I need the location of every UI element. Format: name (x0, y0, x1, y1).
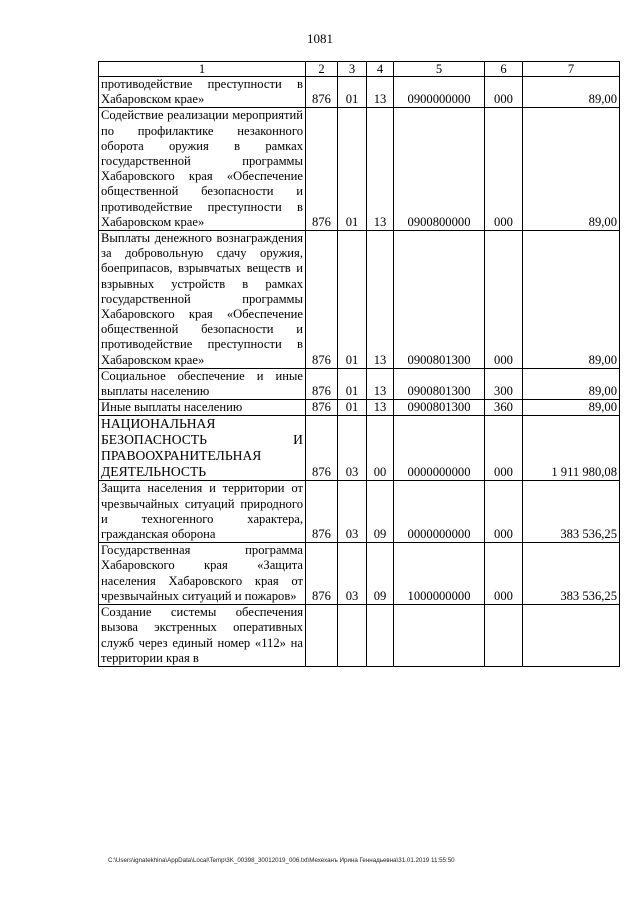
column-header: 6 (485, 62, 523, 77)
table-row (99, 543, 620, 605)
cell-admin-code (306, 605, 338, 667)
budget-table (98, 61, 620, 667)
cell-target-article: 0900801300 (394, 231, 485, 369)
cell-expense-type: 000 (485, 77, 523, 108)
cell-subsection: 13 (367, 231, 394, 369)
cell-subsection: 13 (367, 400, 394, 416)
cell-subsection: 13 (367, 368, 394, 399)
table-row (99, 108, 620, 231)
column-header: 2 (306, 62, 338, 77)
cell-target-article: 0900801300 (394, 400, 485, 416)
page-number: 1081 (307, 31, 333, 46)
cell-target-article: 1000000000 (394, 543, 485, 605)
cell-expense-type (485, 605, 523, 667)
cell-subsection (367, 605, 394, 667)
row-name: Защита населения и территории от чрезвычайных ситуаций природного и техногенного характера, гражданская оборона (99, 481, 306, 543)
cell-admin-code: 876 (306, 416, 338, 481)
table-header-row (99, 62, 620, 77)
cell-target-article: 0900800000 (394, 108, 485, 231)
cell-subsection: 09 (367, 481, 394, 543)
cell-target-article: 0000000000 (394, 416, 485, 481)
table-row (99, 605, 620, 667)
cell-admin-code: 876 (306, 231, 338, 369)
cell-expense-type: 000 (485, 416, 523, 481)
cell-expense-type: 000 (485, 481, 523, 543)
cell-expense-type: 360 (485, 400, 523, 416)
cell-section: 01 (338, 400, 367, 416)
cell-section (338, 605, 367, 667)
cell-section: 01 (338, 231, 367, 369)
column-header: 3 (338, 62, 367, 77)
cell-admin-code: 876 (306, 108, 338, 231)
column-header: 4 (367, 62, 394, 77)
row-name: Государственная программа Хабаровского края «Защита населения Хабаровского края от чрезвычайных ситуаций и пожаров» (99, 543, 306, 605)
cell-amount: 89,00 (523, 231, 620, 369)
row-name: Социальное обеспечение и иные выплаты населению (99, 368, 306, 399)
cell-target-article: 0900801300 (394, 368, 485, 399)
cell-admin-code: 876 (306, 481, 338, 543)
row-name: Иные выплаты населению (99, 400, 306, 416)
row-name: Выплаты денежного вознаграждения за добровольную сдачу оружия, боеприпасов, взрывчатых веществ и взрывных устройств в рамках государственной программы Хабаровского края «Обеспечение общественной безопасности и противодействие преступности в Хабаровском крае» (99, 231, 306, 369)
column-header: 5 (394, 62, 485, 77)
table-row (99, 400, 620, 416)
cell-amount: 89,00 (523, 108, 620, 231)
row-name: противодействие преступности в Хабаровском крае» (99, 77, 306, 108)
cell-section: 03 (338, 481, 367, 543)
cell-admin-code: 876 (306, 77, 338, 108)
table-row (99, 368, 620, 399)
cell-admin-code: 876 (306, 400, 338, 416)
cell-target-article (394, 605, 485, 667)
table-row (99, 481, 620, 543)
cell-subsection: 00 (367, 416, 394, 481)
cell-section: 01 (338, 108, 367, 231)
cell-subsection: 09 (367, 543, 394, 605)
cell-expense-type: 300 (485, 368, 523, 399)
cell-amount: 383 536,25 (523, 543, 620, 605)
cell-amount: 1 911 980,08 (523, 416, 620, 481)
cell-subsection: 13 (367, 77, 394, 108)
cell-admin-code: 876 (306, 543, 338, 605)
cell-amount: 89,00 (523, 368, 620, 399)
row-name: Создание системы обеспечения вызова экстренных оперативных служб через единый номер «112» на территории края в (99, 605, 306, 667)
cell-expense-type: 000 (485, 543, 523, 605)
column-header: 7 (523, 62, 620, 77)
cell-section: 03 (338, 543, 367, 605)
file-path-footer: C:\Users\ignatekhina\AppData\Local\Temp\3K_00398_30012019_006.txt\Мехеханъ Ирина Геннадьевна\31.01.2019 11:55:50 (108, 857, 455, 864)
cell-section: 01 (338, 77, 367, 108)
cell-expense-type: 000 (485, 108, 523, 231)
cell-amount: 89,00 (523, 400, 620, 416)
cell-section: 03 (338, 416, 367, 481)
table-row (99, 231, 620, 369)
column-header: 1 (99, 62, 306, 77)
cell-amount: 383 536,25 (523, 481, 620, 543)
cell-target-article: 0000000000 (394, 481, 485, 543)
row-name: Содействие реализации мероприятий по профилактике незаконного оборота оружия в рамках государственной программы Хабаровского края «Обеспечение общественной безопасности и противодействие преступности в Хабаровском крае» (99, 108, 306, 231)
cell-subsection: 13 (367, 108, 394, 231)
row-name: НАЦИОНАЛЬНАЯ БЕЗОПАСНОСТЬ И ПРАВООХРАНИТЕЛЬНАЯ ДЕЯТЕЛЬНОСТЬ (99, 416, 306, 481)
cell-amount (523, 605, 620, 667)
cell-section: 01 (338, 368, 367, 399)
table-row (99, 77, 620, 108)
table-row (99, 416, 620, 481)
cell-amount: 89,00 (523, 77, 620, 108)
cell-target-article: 0900000000 (394, 77, 485, 108)
cell-admin-code: 876 (306, 368, 338, 399)
cell-expense-type: 000 (485, 231, 523, 369)
